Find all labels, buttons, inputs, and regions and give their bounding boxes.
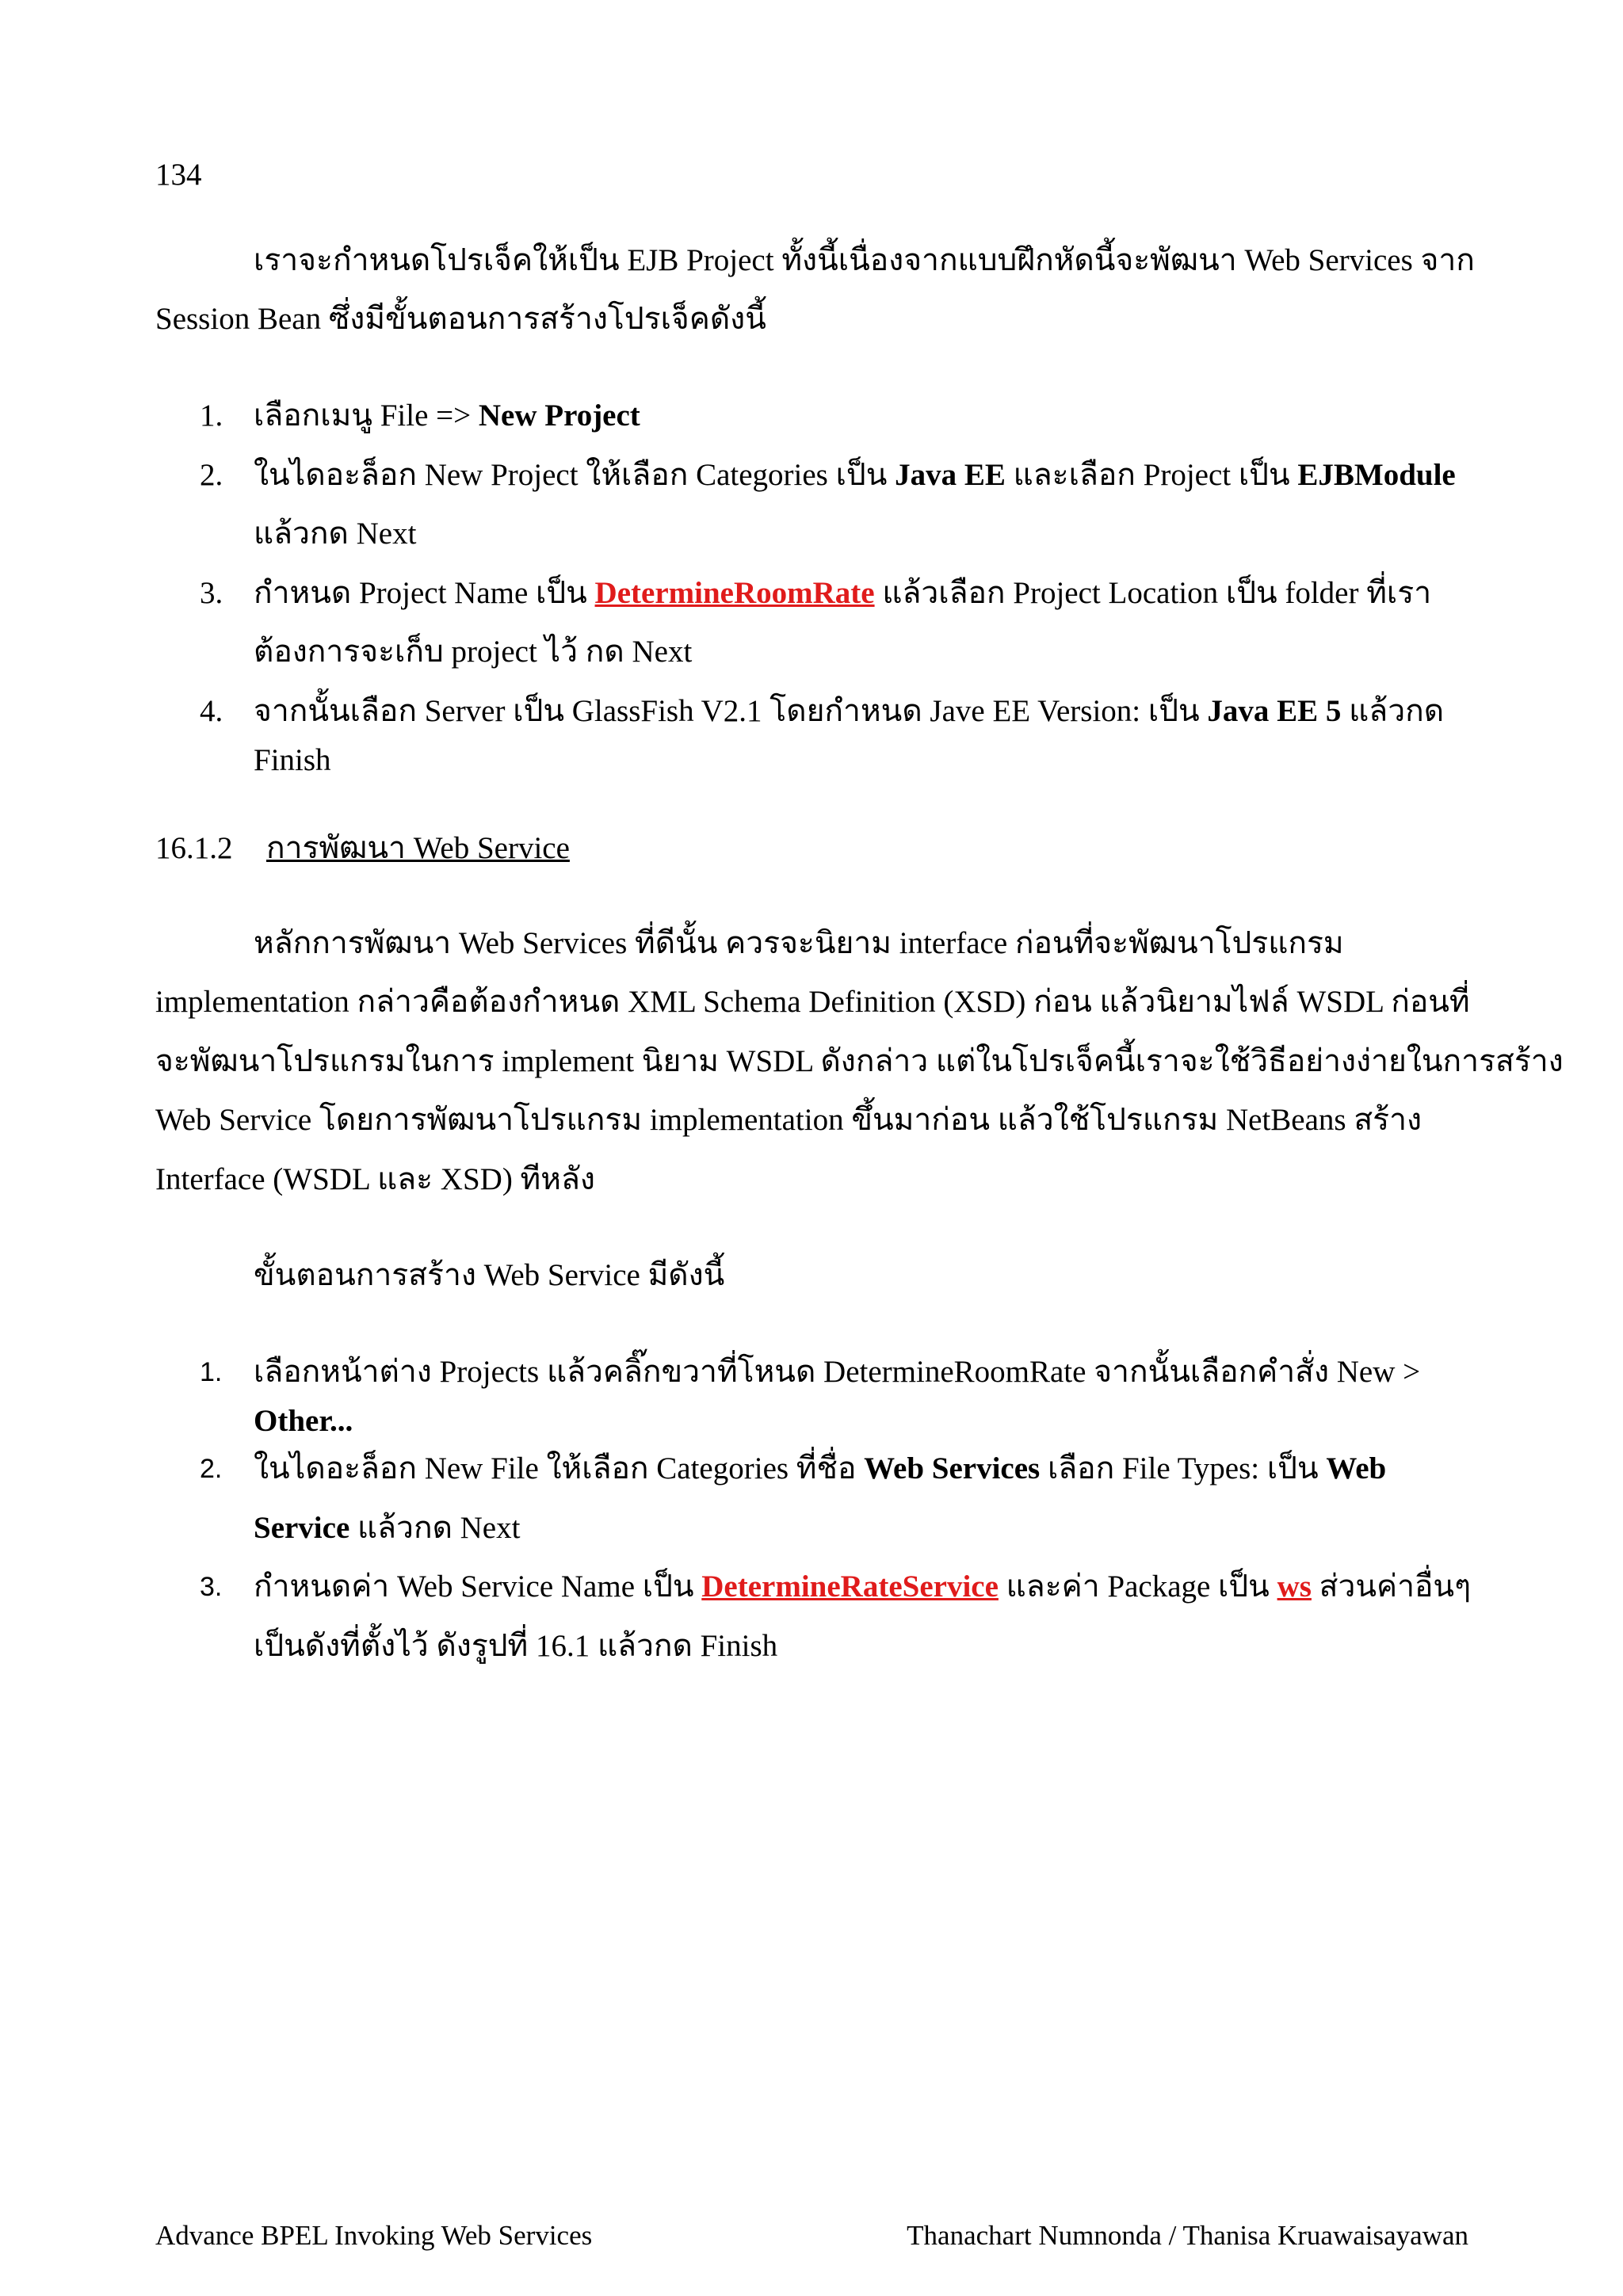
list-number: 4. <box>200 694 223 728</box>
body-line-1: หลักการพัฒนา Web Services ที่ดีนั้น ควรจะนิยาม interface ก่อนที่จะพัฒนาโปรแกรม <box>254 926 1344 960</box>
list-item-continuation: Service แล้วกด Next <box>254 1511 521 1545</box>
list-item-continuation: แล้วกด Next <box>254 517 417 551</box>
body-line-4: Web Service โดยการพัฒนาโปรแกรม implementation ขึ้นมาก่อน แล้วใช้โปรแกรม NetBeans สร้าง <box>155 1103 1423 1137</box>
section-number: 16.1.2 <box>155 831 233 865</box>
list-item-text: กำหนด Project Name เป็น DetermineRoomRate แล้วเลือก Project Location เป็น folder ที่เรา <box>254 576 1432 610</box>
body-line-2: implementation กล่าวคือต้องกำหนด XML Schema Definition (XSD) ก่อน แล้วนิยามไฟล์ WSDL ก่อนที่ <box>155 985 1470 1019</box>
footer-book-title: Advance BPEL Invoking Web Services <box>155 2220 593 2251</box>
list-item-continuation: Other... <box>254 1404 353 1438</box>
footer-authors: Thanachart Numnonda / Thanisa Kruawaisayawan <box>907 2220 1468 2251</box>
project-name-link[interactable]: DetermineRoomRate <box>594 576 875 610</box>
intro-line-2: Session Bean ซึ่งมีขั้นตอนการสร้างโปรเจ็คดังนี้ <box>155 302 766 336</box>
list-item-text: เลือกเมนู File => New Project <box>254 399 640 433</box>
intro-line-1: เราจะกำหนดโปรเจ็คให้เป็น EJB Project ทั้งนี้เนื่องจากแบบฝึกหัดนี้จะพัฒนา Web Services จาก <box>254 243 1475 277</box>
list-item-continuation: Finish <box>254 743 331 777</box>
list-number: 2. <box>200 1454 223 1484</box>
list-number: 1. <box>200 1357 223 1387</box>
list-item-continuation: ต้องการจะเก็บ project ไว้ กด Next <box>254 635 693 669</box>
list-number: 3. <box>200 1572 223 1602</box>
list-number: 1. <box>200 399 223 433</box>
body-line-3: จะพัฒนาโปรแกรมในการ implement นิยาม WSDL ดังกล่าว แต่ในโปรเจ็คนี้เราจะใช้วิธีอย่างง่ายในการสร้าง <box>155 1044 1564 1078</box>
list-item-continuation: เป็นดังที่ตั้งไว้ ดังรูปที่ 16.1 แล้วกด Finish <box>254 1629 778 1663</box>
list-item-text: ในไดอะล็อก New File ให้เลือก Categories ที่ชื่อ Web Services เลือก File Types: เป็น Web <box>254 1451 1387 1486</box>
service-name-link[interactable]: DetermineRateService <box>701 1569 999 1604</box>
list-item-text: จากนั้นเลือก Server เป็น GlassFish V2.1 โดยกำหนด Jave EE Version: เป็น Java EE 5 แล้วกด <box>254 694 1445 728</box>
body-line-5: Interface (WSDL และ XSD) ทีหลัง <box>155 1162 595 1196</box>
list-item-text: เลือกหน้าต่าง Projects แล้วคลิ๊กขวาที่โหนด DetermineRoomRate จากนั้นเลือกคำสั่ง New > <box>254 1355 1421 1389</box>
package-name-link[interactable]: ws <box>1277 1569 1312 1604</box>
list-number: 3. <box>200 576 223 610</box>
list-item-text: กำหนดค่า Web Service Name เป็น DetermineRateService และค่า Package เป็น ws ส่วนค่าอื่นๆ <box>254 1569 1472 1604</box>
steps-intro: ขั้นตอนการสร้าง Web Service มีดังนี้ <box>254 1258 725 1292</box>
page-number: 134 <box>155 158 202 192</box>
list-number: 2. <box>200 458 223 492</box>
section-title: การพัฒนา Web Service <box>266 831 570 865</box>
list-item-text: ในไดอะล็อก New Project ให้เลือก Categories เป็น Java EE และเลือก Project เป็น EJBModule <box>254 458 1456 492</box>
